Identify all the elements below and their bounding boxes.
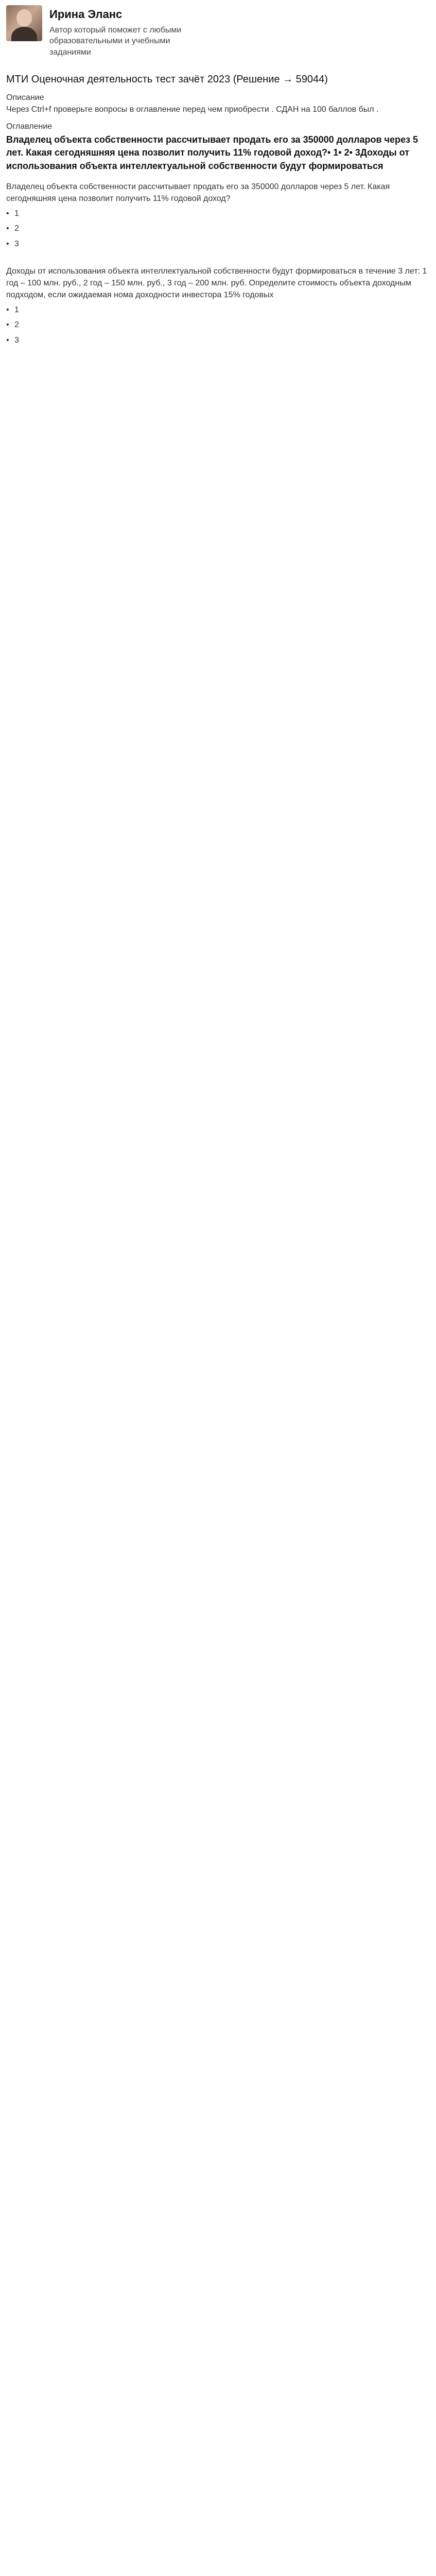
author-info <box>49 5 183 58</box>
answer-option: • 2 <box>6 223 430 234</box>
author-avatar[interactable] <box>6 5 42 41</box>
document-title: МТИ Оценочная деятельность тест зачёт 2023 (Решение → 59044) <box>6 73 328 85</box>
description-label: Описание <box>6 93 44 102</box>
question-text: Владелец объекта собственности рассчитывает продать его за 350000 долларов через 5 лет. Какая сегодняшняя цена позволит получить 11% годовой доход? <box>6 182 390 203</box>
page <box>0 0 436 382</box>
question-item <box>6 181 430 250</box>
answer-option: • 3 <box>6 238 430 250</box>
answer-options <box>6 304 430 346</box>
answer-options <box>6 208 430 250</box>
toc-entry-link[interactable]: Владелец объекта собственности рассчитывает продать его за 350000 долларов через 5 лет. Какая сегодняшняя цена позволит получить 11% годовой доход?• 1• 2• 3Доходы от использования объекта интеллектуальной собственности будут формироваться <box>6 134 418 171</box>
toc-label: Оглавление <box>6 122 53 131</box>
answer-option: • 1 <box>6 304 430 316</box>
author-description: Автор который поможет с любыми образовательными и учебными заданиями <box>49 25 182 57</box>
question-item <box>6 265 430 346</box>
answer-option: • 3 <box>6 334 430 346</box>
answer-option: • 1 <box>6 208 430 219</box>
answer-option: • 2 <box>6 319 430 331</box>
author-name[interactable]: Ирина Эланс <box>49 8 123 21</box>
author-header <box>6 5 430 58</box>
description-text: Через Ctrl+f проверьте вопросы в оглавление перед чем приобрести . СДАН на 100 баллов был . <box>6 105 379 114</box>
question-text: Доходы от использования объекта интеллектуальной собственности будут формироваться в течение 3 лет: 1 год – 100 млн. руб., 2 год – 150 млн. руб., 3 год – 200 млн. руб. Определите стоимость объекта доходным подходом, если ожидаемая нома доходности инвестора 15% годовых <box>6 266 427 300</box>
